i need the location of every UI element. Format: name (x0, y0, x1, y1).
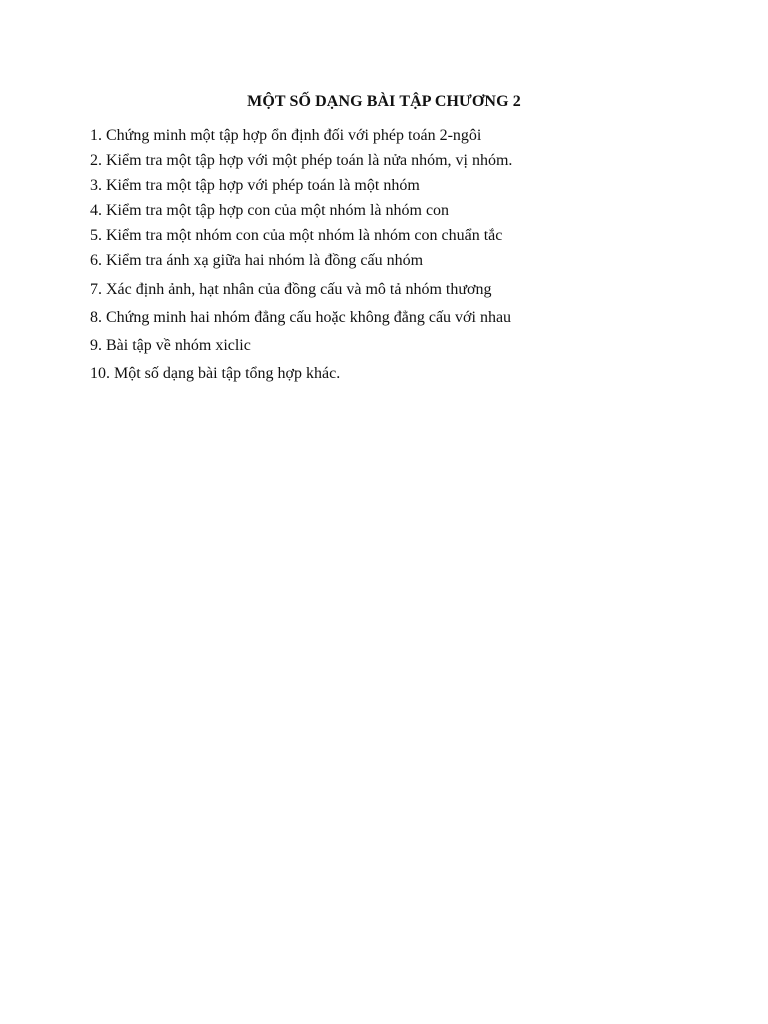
exercise-list (90, 126, 730, 392)
list-item: 9. Bài tập về nhóm xiclic (90, 337, 251, 354)
list-item: 3. Kiểm tra một tập hợp với phép toán là một nhóm (90, 177, 420, 194)
list-item: 6. Kiểm tra ánh xạ giữa hai nhóm là đồng cấu nhóm (90, 252, 424, 269)
page-title-text: MỘT SỐ DẠNG BÀI TẬP CHƯƠNG 2 (247, 93, 521, 110)
list-item: 4. Kiểm tra một tập hợp con của một nhóm là nhóm con (90, 202, 450, 219)
list-item: 1. Chứng minh một tập hợp ổn định đối với phép toán 2-ngôi (90, 127, 482, 144)
list-item: 2. Kiểm tra một tập hợp với một phép toán là nửa nhóm, vị nhóm. (90, 152, 513, 169)
page-title (0, 93, 768, 111)
list-item: 5. Kiểm tra một nhóm con của một nhóm là nhóm con chuẩn tắc (90, 227, 503, 244)
list-item: 8. Chứng minh hai nhóm đẳng cấu hoặc không đẳng cấu với nhau (90, 309, 512, 326)
list-item: 10. Một số dạng bài tập tổng hợp khác. (90, 365, 341, 382)
list-item: 7. Xác định ảnh, hạt nhân của đồng cấu và mô tả nhóm thương (90, 281, 492, 298)
